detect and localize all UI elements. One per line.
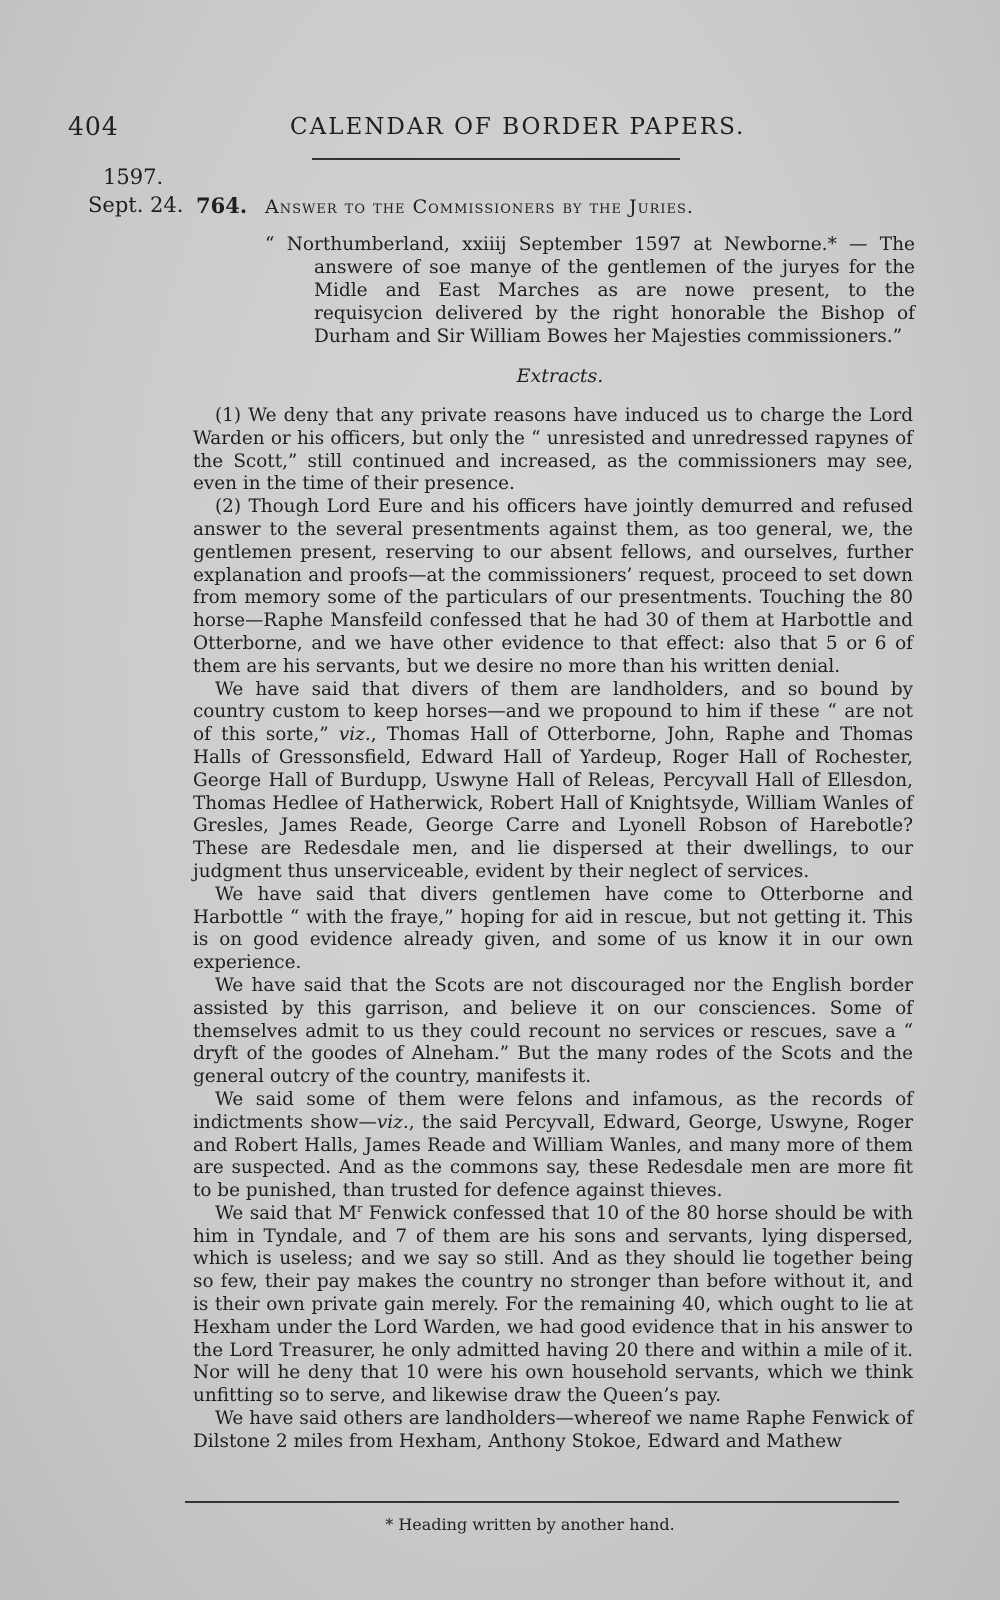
paragraph-1: (1) We deny that any private reasons have induced us to charge the Lord Warden or his officers, but only the “ unresisted and unredressed rapynes of the Scott,” still continued and increased, as the commissioners may see, even in the time of their presence. bbox=[193, 405, 913, 495]
paragraph-8: We have said others are landholders—whereof we name Raphe Fenwick of Dilstone 2 miles from Hexham, Anthony Stokoe, Edward and Mathew bbox=[193, 1408, 913, 1452]
paragraph-6 bbox=[193, 1089, 913, 1203]
footnote: * Heading written by another hand. bbox=[385, 1515, 675, 1534]
entry-title: Answer to the Commissioners by the Juries. bbox=[265, 196, 694, 218]
opening-quote: “ Northumberland, xxiiij September 1597 at Newborne.* — The answere of soe manye of the gentlemen of the juryes for the Midle and East Marches as are nowe present, to the requisycion delivered by the right honorable the Bishop of Durham and Sir William Bowes her Majesties commissioners.” bbox=[265, 234, 915, 347]
paragraph-7 bbox=[193, 1203, 913, 1408]
paragraph-4: We have said that divers gentlemen have come to Otterborne and Harbottle “ with the fraye,” hoping for aid in rescue, but not getting it. This is on good evidence already given, and some of us know it in our own experience. bbox=[193, 883, 913, 974]
paragraph-6-text-b: , the said Percyvall, Edward, George, Uswyne, Roger and Robert Halls, James Reade and William Wanles, and many more of them are suspected. And as the commons say, these Redesdale men are more fit to be punished, than trusted for defence against thieves. bbox=[193, 1111, 914, 1202]
paragraph-7-text-a: We said that M bbox=[215, 1202, 358, 1224]
entry-date: Sept. 24. bbox=[88, 193, 184, 217]
entry-number: 764. bbox=[196, 193, 248, 218]
running-title: CALENDAR OF BORDER PAPERS. bbox=[290, 114, 746, 140]
extracts-heading: Extracts. bbox=[516, 365, 604, 387]
footnote-rule bbox=[185, 1501, 899, 1503]
paragraph-7-text-b: Fenwick confessed that 10 of the 80 horse should be with him in Tyndale, and 7 of them are his sons and servants, lying dispersed, which is useless; and we say so still. And as they should lie together being so few, their pay makes the country no stronger than before without it, and is their own private gain merely. For the remaining 40, which ought to lie at Hexham under the Lord Warden, we had good evidence that in his answer to the Lord Treasurer, he only admitted having 20 there and within a mile of it. Nor will he deny that 10 were his own household servants, which we think unfitting so to serve, and likewise draw the Queen’s pay. bbox=[193, 1202, 913, 1407]
entry-year: 1597. bbox=[103, 165, 164, 189]
paragraph-3-text-a: We have said that divers of them are landholders, and so bound by country custom to keep horses—and we propound to him if these “ are not of this sorte,” bbox=[193, 678, 913, 746]
page-number: 404 bbox=[68, 112, 119, 141]
body-text bbox=[193, 405, 913, 1454]
header-rule bbox=[312, 158, 680, 160]
paragraph-5: We have said that the Scots are not discouraged nor the English border assisted by this garrison, and believe it on our consciences. Some of themselves admit to us they could recount no services or rescues, save a “ dryft of the goodes of Alneham.” But the many rodes of the Scots and the general outcry of the country, manifests it. bbox=[193, 974, 913, 1088]
paragraph-3-viz: viz. bbox=[338, 724, 371, 746]
paragraph-3-text-b: , Thomas Hall of Otterborne, John, Raphe and Thomas Halls of Gressonsfield, Edward Hall of Yardeup, Roger Hall of Rochester, George Hall of Burdupp, Uswyne Hall of Releas, Percyvall Hall of Ellesdon, Thomas Hedlee of Hatherwick, Robert Hall of Knightsyde, William Wanles of Gresles, James Reade, George Carre and Lyonell Robson of Harebotle? These are Redesdale men, and lie dispersed at their dwellings, to our judgment thus unserviceable, evident by their neglect of services. bbox=[193, 724, 914, 882]
paragraph-6-viz: viz. bbox=[376, 1111, 409, 1133]
paragraph-2: (2) Though Lord Eure and his officers have jointly demurred and refused answer to the several presentments against them, as too general, we, the gentlemen present, reserving to our absent fellows, and ourselves, further explanation and proofs—at the commissioners’ request, proceed to set down from memory some of the particulars of our presentments. Touching the 80 horse—Raphe Mansfeild confessed that he had 30 of them at Harbottle and Otterborne, and we have other evidence to that effect: also that 5 or 6 of them are his servants, but we desire no more than his written denial. bbox=[193, 496, 913, 677]
paragraph-7-superscript: r bbox=[357, 1201, 363, 1215]
paragraph-6-text-a: We said some of them were felons and infamous, as the records of indictments show— bbox=[193, 1088, 913, 1133]
paragraph-3 bbox=[193, 679, 913, 884]
